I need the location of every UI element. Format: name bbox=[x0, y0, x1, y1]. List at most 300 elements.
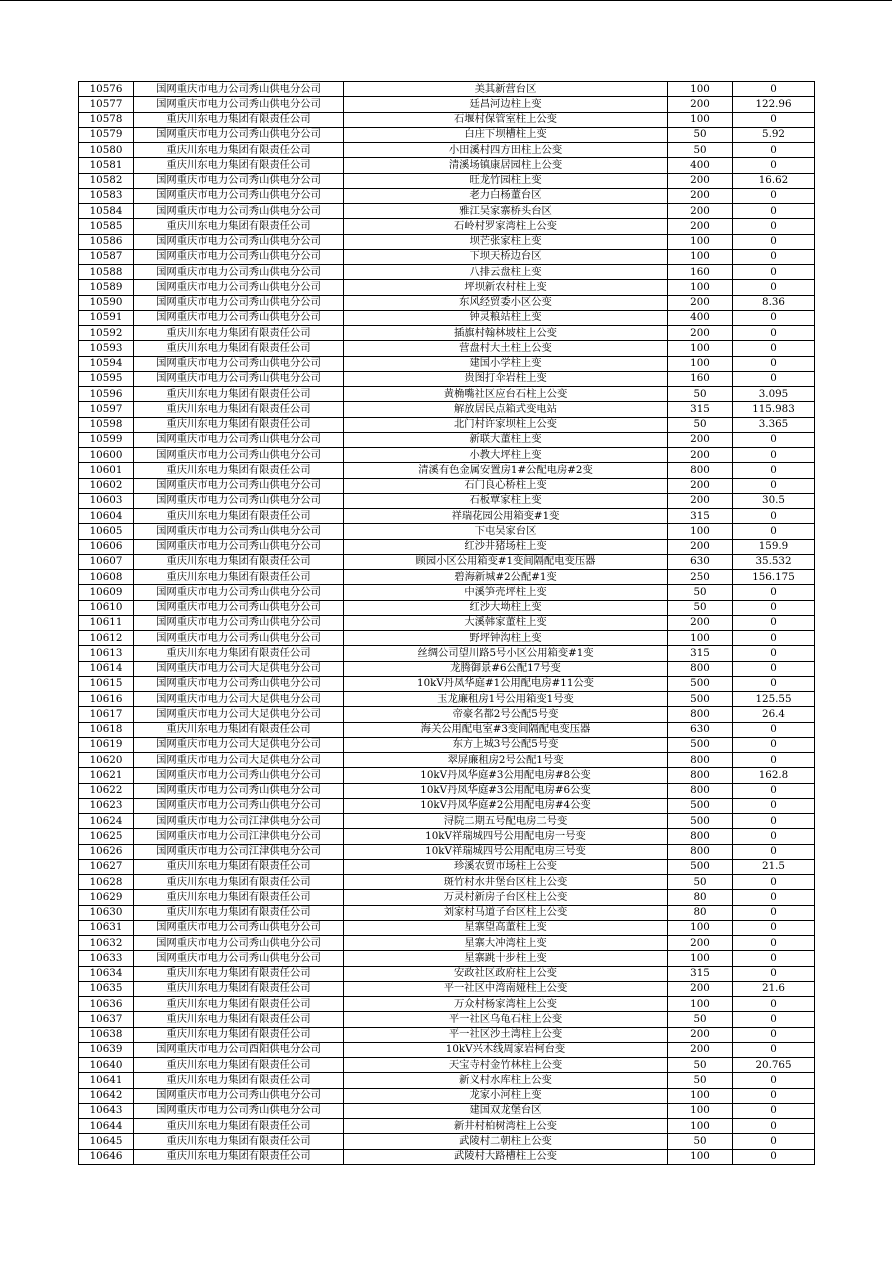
capacity-cell: 800 bbox=[668, 661, 733, 676]
value-cell: 162.8 bbox=[733, 768, 815, 783]
company-cell: 重庆川东电力集团有限责任公司 bbox=[134, 905, 344, 920]
company-cell: 国网重庆市电力公司大足供电分公司 bbox=[134, 692, 344, 707]
table-row bbox=[79, 1042, 815, 1057]
station-name-cell: 星寨望高董柱上变 bbox=[344, 920, 668, 935]
row-id-cell: 10621 bbox=[79, 768, 134, 783]
station-name-cell: 小田溪村四方田柱上公变 bbox=[344, 143, 668, 158]
capacity-cell: 800 bbox=[668, 707, 733, 722]
value-cell: 0 bbox=[733, 951, 815, 966]
capacity-cell: 80 bbox=[668, 905, 733, 920]
capacity-cell: 100 bbox=[668, 341, 733, 356]
table-row bbox=[79, 646, 815, 661]
station-name-cell: 旺龙竹园柱上变 bbox=[344, 173, 668, 188]
table-row bbox=[79, 219, 815, 234]
value-cell: 122.96 bbox=[733, 97, 815, 112]
row-id-cell: 10586 bbox=[79, 234, 134, 249]
table-row bbox=[79, 280, 815, 295]
company-cell: 重庆川东电力集团有限责任公司 bbox=[134, 1149, 344, 1164]
row-id-cell: 10594 bbox=[79, 356, 134, 371]
row-id-cell: 10625 bbox=[79, 829, 134, 844]
capacity-cell: 200 bbox=[668, 1042, 733, 1057]
row-id-cell: 10603 bbox=[79, 493, 134, 508]
company-cell: 重庆川东电力集团有限责任公司 bbox=[134, 387, 344, 402]
table-row bbox=[79, 875, 815, 890]
company-cell: 重庆川东电力集团有限责任公司 bbox=[134, 875, 344, 890]
company-cell: 国网重庆市电力公司秀山供电分公司 bbox=[134, 539, 344, 554]
value-cell: 20.765 bbox=[733, 1058, 815, 1073]
station-name-cell: 10kV丹凤华庭#3公用配电房#6公变 bbox=[344, 783, 668, 798]
row-id-cell: 10640 bbox=[79, 1058, 134, 1073]
row-id-cell: 10639 bbox=[79, 1042, 134, 1057]
table-row bbox=[79, 707, 815, 722]
station-name-cell: 10kV丹凤华庭#1公用配电房#11公变 bbox=[344, 676, 668, 691]
table-row bbox=[79, 432, 815, 447]
value-cell: 0 bbox=[733, 844, 815, 859]
capacity-cell: 100 bbox=[668, 1088, 733, 1103]
capacity-cell: 630 bbox=[668, 722, 733, 737]
row-id-cell: 10599 bbox=[79, 432, 134, 447]
company-cell: 重庆川东电力集团有限责任公司 bbox=[134, 463, 344, 478]
value-cell: 0 bbox=[733, 814, 815, 829]
station-name-cell: 雅江吴家寨桥头台区 bbox=[344, 204, 668, 219]
table-row bbox=[79, 1012, 815, 1027]
row-id-cell: 10632 bbox=[79, 936, 134, 951]
table-row bbox=[79, 1119, 815, 1134]
table-row bbox=[79, 234, 815, 249]
station-name-cell: 美其新营台区 bbox=[344, 82, 668, 97]
station-name-cell: 黄桷嘴社区应台石柱上公变 bbox=[344, 387, 668, 402]
table-row bbox=[79, 341, 815, 356]
value-cell: 0 bbox=[733, 875, 815, 890]
table-row bbox=[79, 570, 815, 585]
value-cell: 0 bbox=[733, 1088, 815, 1103]
table-row bbox=[79, 402, 815, 417]
company-cell: 重庆川东电力集团有限责任公司 bbox=[134, 859, 344, 874]
capacity-cell: 630 bbox=[668, 554, 733, 569]
value-cell: 0 bbox=[733, 326, 815, 341]
row-id-cell: 10579 bbox=[79, 127, 134, 142]
station-name-cell: 武陵村大路槽柱上公变 bbox=[344, 1149, 668, 1164]
row-id-cell: 10645 bbox=[79, 1134, 134, 1149]
row-id-cell: 10622 bbox=[79, 783, 134, 798]
station-name-cell: 丝绸公司望川路5号小区公用箱变#1变 bbox=[344, 646, 668, 661]
station-name-cell: 下屯吴家台区 bbox=[344, 524, 668, 539]
station-name-cell: 安政社区政府柱上公变 bbox=[344, 966, 668, 981]
table-row bbox=[79, 783, 815, 798]
capacity-cell: 160 bbox=[668, 371, 733, 386]
company-cell: 重庆川东电力集团有限责任公司 bbox=[134, 1058, 344, 1073]
station-name-cell: 营盘村大土柱上公变 bbox=[344, 341, 668, 356]
table-row bbox=[79, 920, 815, 935]
capacity-cell: 100 bbox=[668, 997, 733, 1012]
capacity-cell: 50 bbox=[668, 387, 733, 402]
table-row bbox=[79, 112, 815, 127]
station-name-cell: 下坝天桥边台区 bbox=[344, 249, 668, 264]
station-name-cell: 东风经贸委小区公变 bbox=[344, 295, 668, 310]
station-name-cell: 白庄下坝槽柱上变 bbox=[344, 127, 668, 142]
row-id-cell: 10590 bbox=[79, 295, 134, 310]
row-id-cell: 10644 bbox=[79, 1119, 134, 1134]
row-id-cell: 10597 bbox=[79, 402, 134, 417]
top-border-line bbox=[0, 0, 892, 1]
table-row bbox=[79, 295, 815, 310]
row-id-cell: 10619 bbox=[79, 737, 134, 752]
value-cell: 0 bbox=[733, 783, 815, 798]
table-row bbox=[79, 554, 815, 569]
value-cell: 8.36 bbox=[733, 295, 815, 310]
table-row bbox=[79, 265, 815, 280]
capacity-cell: 200 bbox=[668, 295, 733, 310]
table-row bbox=[79, 371, 815, 386]
row-id-cell: 10585 bbox=[79, 219, 134, 234]
table-body bbox=[79, 82, 815, 1165]
row-id-cell: 10601 bbox=[79, 463, 134, 478]
capacity-cell: 50 bbox=[668, 143, 733, 158]
value-cell: 0 bbox=[733, 600, 815, 615]
capacity-cell: 250 bbox=[668, 570, 733, 585]
capacity-cell: 800 bbox=[668, 463, 733, 478]
table-row bbox=[79, 82, 815, 97]
station-name-cell: 龙家小河柱上变 bbox=[344, 1088, 668, 1103]
table-row bbox=[79, 1134, 815, 1149]
station-name-cell: 斑竹村水井堡台区柱上公变 bbox=[344, 875, 668, 890]
capacity-cell: 400 bbox=[668, 158, 733, 173]
station-name-cell: 龙腾御景#6公配17号变 bbox=[344, 661, 668, 676]
value-cell: 0 bbox=[733, 920, 815, 935]
table-row bbox=[79, 585, 815, 600]
station-name-cell: 红沙井猪场柱上变 bbox=[344, 539, 668, 554]
table-row bbox=[79, 600, 815, 615]
company-cell: 国网重庆市电力公司秀山供电分公司 bbox=[134, 585, 344, 600]
company-cell: 国网重庆市电力公司江津供电分公司 bbox=[134, 829, 344, 844]
table-row bbox=[79, 1027, 815, 1042]
station-name-cell: 10kV丹凤华庭#3公用配电房#8公变 bbox=[344, 768, 668, 783]
station-name-cell: 10kV祥瑞城四号公用配电房一号变 bbox=[344, 829, 668, 844]
station-name-cell: 10kV兴木线周家岩柯台变 bbox=[344, 1042, 668, 1057]
value-cell: 0 bbox=[733, 966, 815, 981]
row-id-cell: 10635 bbox=[79, 981, 134, 996]
value-cell: 16.62 bbox=[733, 173, 815, 188]
value-cell: 0 bbox=[733, 310, 815, 325]
value-cell: 0 bbox=[733, 585, 815, 600]
row-id-cell: 10613 bbox=[79, 646, 134, 661]
capacity-cell: 200 bbox=[668, 981, 733, 996]
table-row bbox=[79, 661, 815, 676]
station-name-cell: 天宝寺村金竹林柱上公变 bbox=[344, 1058, 668, 1073]
value-cell: 0 bbox=[733, 112, 815, 127]
table-row bbox=[79, 798, 815, 813]
row-id-cell: 10631 bbox=[79, 920, 134, 935]
station-name-cell: 老力白杨董台区 bbox=[344, 188, 668, 203]
table-row bbox=[79, 1058, 815, 1073]
row-id-cell: 10612 bbox=[79, 631, 134, 646]
capacity-cell: 500 bbox=[668, 692, 733, 707]
value-cell: 0 bbox=[733, 524, 815, 539]
capacity-cell: 500 bbox=[668, 676, 733, 691]
value-cell: 156.175 bbox=[733, 570, 815, 585]
capacity-cell: 200 bbox=[668, 1027, 733, 1042]
station-name-cell: 廷昌河边柱上变 bbox=[344, 97, 668, 112]
table-row bbox=[79, 844, 815, 859]
capacity-cell: 50 bbox=[668, 1012, 733, 1027]
row-id-cell: 10578 bbox=[79, 112, 134, 127]
company-cell: 国网重庆市电力公司秀山供电分公司 bbox=[134, 448, 344, 463]
capacity-cell: 50 bbox=[668, 1058, 733, 1073]
value-cell: 0 bbox=[733, 448, 815, 463]
company-cell: 国网重庆市电力公司秀山供电分公司 bbox=[134, 280, 344, 295]
row-id-cell: 10630 bbox=[79, 905, 134, 920]
station-name-cell: 平一社区乌龟石柱上公变 bbox=[344, 1012, 668, 1027]
table-row bbox=[79, 753, 815, 768]
capacity-cell: 100 bbox=[668, 524, 733, 539]
station-name-cell: 石板覃家柱上变 bbox=[344, 493, 668, 508]
company-cell: 重庆川东电力集团有限责任公司 bbox=[134, 326, 344, 341]
capacity-cell: 100 bbox=[668, 249, 733, 264]
row-id-cell: 10638 bbox=[79, 1027, 134, 1042]
value-cell: 0 bbox=[733, 265, 815, 280]
row-id-cell: 10591 bbox=[79, 310, 134, 325]
company-cell: 国网重庆市电力公司江津供电分公司 bbox=[134, 814, 344, 829]
capacity-cell: 400 bbox=[668, 310, 733, 325]
table-row bbox=[79, 829, 815, 844]
table-row bbox=[79, 188, 815, 203]
row-id-cell: 10620 bbox=[79, 753, 134, 768]
capacity-cell: 800 bbox=[668, 753, 733, 768]
row-id-cell: 10584 bbox=[79, 204, 134, 219]
row-id-cell: 10600 bbox=[79, 448, 134, 463]
capacity-cell: 80 bbox=[668, 890, 733, 905]
capacity-cell: 100 bbox=[668, 234, 733, 249]
table-row bbox=[79, 981, 815, 996]
table-row bbox=[79, 524, 815, 539]
station-name-cell: 钟灵粮站柱上变 bbox=[344, 310, 668, 325]
row-id-cell: 10646 bbox=[79, 1149, 134, 1164]
capacity-cell: 200 bbox=[668, 188, 733, 203]
company-cell: 重庆川东电力集团有限责任公司 bbox=[134, 554, 344, 569]
value-cell: 30.5 bbox=[733, 493, 815, 508]
row-id-cell: 10604 bbox=[79, 509, 134, 524]
capacity-cell: 50 bbox=[668, 600, 733, 615]
row-id-cell: 10618 bbox=[79, 722, 134, 737]
value-cell: 3.365 bbox=[733, 417, 815, 432]
station-name-cell: 浔院二期五号配电房二号变 bbox=[344, 814, 668, 829]
station-name-cell: 海关公用配电室#3变间隔配电变压器 bbox=[344, 722, 668, 737]
company-cell: 国网重庆市电力公司秀山供电分公司 bbox=[134, 798, 344, 813]
value-cell: 0 bbox=[733, 737, 815, 752]
company-cell: 国网重庆市电力公司秀山供电分公司 bbox=[134, 97, 344, 112]
value-cell: 0 bbox=[733, 753, 815, 768]
capacity-cell: 50 bbox=[668, 585, 733, 600]
row-id-cell: 10576 bbox=[79, 82, 134, 97]
station-name-cell: 刘家村马道子台区柱上公变 bbox=[344, 905, 668, 920]
table-row bbox=[79, 539, 815, 554]
company-cell: 重庆川东电力集团有限责任公司 bbox=[134, 570, 344, 585]
capacity-cell: 200 bbox=[668, 448, 733, 463]
company-cell: 重庆川东电力集团有限责任公司 bbox=[134, 1119, 344, 1134]
table-row bbox=[79, 859, 815, 874]
value-cell: 21.6 bbox=[733, 981, 815, 996]
row-id-cell: 10624 bbox=[79, 814, 134, 829]
row-id-cell: 10643 bbox=[79, 1103, 134, 1118]
company-cell: 重庆川东电力集团有限责任公司 bbox=[134, 722, 344, 737]
capacity-cell: 200 bbox=[668, 539, 733, 554]
station-name-cell: 东方上城3号公配5号变 bbox=[344, 737, 668, 752]
value-cell: 0 bbox=[733, 1149, 815, 1164]
row-id-cell: 10606 bbox=[79, 539, 134, 554]
value-cell: 0 bbox=[733, 1103, 815, 1118]
station-name-cell: 武陵村二朝柱上公变 bbox=[344, 1134, 668, 1149]
company-cell: 重庆川东电力集团有限责任公司 bbox=[134, 1134, 344, 1149]
table-row bbox=[79, 493, 815, 508]
value-cell: 115.983 bbox=[733, 402, 815, 417]
station-name-cell: 野坪钟沟柱上变 bbox=[344, 631, 668, 646]
value-cell: 0 bbox=[733, 1119, 815, 1134]
company-cell: 国网重庆市电力公司秀山供电分公司 bbox=[134, 783, 344, 798]
company-cell: 国网重庆市电力公司秀山供电分公司 bbox=[134, 265, 344, 280]
company-cell: 国网重庆市电力公司秀山供电分公司 bbox=[134, 478, 344, 493]
capacity-cell: 200 bbox=[668, 326, 733, 341]
capacity-cell: 200 bbox=[668, 493, 733, 508]
row-id-cell: 10627 bbox=[79, 859, 134, 874]
row-id-cell: 10609 bbox=[79, 585, 134, 600]
capacity-cell: 500 bbox=[668, 859, 733, 874]
capacity-cell: 100 bbox=[668, 631, 733, 646]
row-id-cell: 10633 bbox=[79, 951, 134, 966]
capacity-cell: 315 bbox=[668, 402, 733, 417]
station-name-cell: 红沙大坳柱上变 bbox=[344, 600, 668, 615]
value-cell: 0 bbox=[733, 890, 815, 905]
value-cell: 0 bbox=[733, 356, 815, 371]
row-id-cell: 10637 bbox=[79, 1012, 134, 1027]
row-id-cell: 10583 bbox=[79, 188, 134, 203]
station-name-cell: 平一社区中湾南娅柱上公变 bbox=[344, 981, 668, 996]
capacity-cell: 100 bbox=[668, 1149, 733, 1164]
company-cell: 国网重庆市电力公司秀山供电分公司 bbox=[134, 615, 344, 630]
row-id-cell: 10642 bbox=[79, 1088, 134, 1103]
capacity-cell: 500 bbox=[668, 814, 733, 829]
station-name-cell: 贵图打伞岩柱上变 bbox=[344, 371, 668, 386]
station-name-cell: 清溪场镇康居园柱上公变 bbox=[344, 158, 668, 173]
table-row bbox=[79, 768, 815, 783]
table-row bbox=[79, 814, 815, 829]
row-id-cell: 10587 bbox=[79, 249, 134, 264]
company-cell: 国网重庆市电力公司酉阳供电分公司 bbox=[134, 1042, 344, 1057]
station-name-cell: 新义村水库柱上公变 bbox=[344, 1073, 668, 1088]
table-row bbox=[79, 127, 815, 142]
value-cell: 0 bbox=[733, 661, 815, 676]
company-cell: 重庆川东电力集团有限责任公司 bbox=[134, 341, 344, 356]
capacity-cell: 315 bbox=[668, 966, 733, 981]
capacity-cell: 500 bbox=[668, 798, 733, 813]
company-cell: 重庆川东电力集团有限责任公司 bbox=[134, 219, 344, 234]
station-name-cell: 建国小学柱上变 bbox=[344, 356, 668, 371]
table-row bbox=[79, 631, 815, 646]
row-id-cell: 10598 bbox=[79, 417, 134, 432]
table-row bbox=[79, 509, 815, 524]
row-id-cell: 10610 bbox=[79, 600, 134, 615]
company-cell: 重庆川东电力集团有限责任公司 bbox=[134, 112, 344, 127]
table-row bbox=[79, 417, 815, 432]
value-cell: 125.55 bbox=[733, 692, 815, 707]
table-row bbox=[79, 737, 815, 752]
company-cell: 国网重庆市电力公司大足供电分公司 bbox=[134, 753, 344, 768]
value-cell: 0 bbox=[733, 997, 815, 1012]
company-cell: 国网重庆市电力公司秀山供电分公司 bbox=[134, 173, 344, 188]
row-id-cell: 10623 bbox=[79, 798, 134, 813]
value-cell: 0 bbox=[733, 631, 815, 646]
capacity-cell: 50 bbox=[668, 1134, 733, 1149]
capacity-cell: 50 bbox=[668, 417, 733, 432]
transformer-table bbox=[78, 81, 815, 1165]
company-cell: 国网重庆市电力公司秀山供电分公司 bbox=[134, 371, 344, 386]
table-row bbox=[79, 249, 815, 264]
table-row bbox=[79, 387, 815, 402]
row-id-cell: 10641 bbox=[79, 1073, 134, 1088]
company-cell: 重庆川东电力集团有限责任公司 bbox=[134, 1012, 344, 1027]
capacity-cell: 100 bbox=[668, 920, 733, 935]
capacity-cell: 800 bbox=[668, 829, 733, 844]
station-name-cell: 小教大坪柱上变 bbox=[344, 448, 668, 463]
capacity-cell: 200 bbox=[668, 204, 733, 219]
table-row bbox=[79, 722, 815, 737]
capacity-cell: 50 bbox=[668, 127, 733, 142]
value-cell: 0 bbox=[733, 829, 815, 844]
row-id-cell: 10607 bbox=[79, 554, 134, 569]
value-cell: 0 bbox=[733, 341, 815, 356]
value-cell: 0 bbox=[733, 722, 815, 737]
capacity-cell: 100 bbox=[668, 951, 733, 966]
row-id-cell: 10592 bbox=[79, 326, 134, 341]
row-id-cell: 10588 bbox=[79, 265, 134, 280]
value-cell: 0 bbox=[733, 1134, 815, 1149]
station-name-cell: 八排云盘柱上变 bbox=[344, 265, 668, 280]
company-cell: 国网重庆市电力公司秀山供电分公司 bbox=[134, 600, 344, 615]
row-id-cell: 10605 bbox=[79, 524, 134, 539]
table-row bbox=[79, 615, 815, 630]
value-cell: 35.532 bbox=[733, 554, 815, 569]
value-cell: 0 bbox=[733, 143, 815, 158]
table-row bbox=[79, 692, 815, 707]
station-name-cell: 石岭村罗家湾柱上公变 bbox=[344, 219, 668, 234]
value-cell: 0 bbox=[733, 509, 815, 524]
capacity-cell: 50 bbox=[668, 1073, 733, 1088]
company-cell: 重庆川东电力集团有限责任公司 bbox=[134, 402, 344, 417]
row-id-cell: 10582 bbox=[79, 173, 134, 188]
value-cell: 0 bbox=[733, 188, 815, 203]
value-cell: 0 bbox=[733, 1027, 815, 1042]
capacity-cell: 100 bbox=[668, 1119, 733, 1134]
company-cell: 重庆川东电力集团有限责任公司 bbox=[134, 509, 344, 524]
company-cell: 国网重庆市电力公司秀山供电分公司 bbox=[134, 356, 344, 371]
row-id-cell: 10581 bbox=[79, 158, 134, 173]
company-cell: 国网重庆市电力公司大足供电分公司 bbox=[134, 737, 344, 752]
table-row bbox=[79, 478, 815, 493]
value-cell: 0 bbox=[733, 432, 815, 447]
company-cell: 重庆川东电力集团有限责任公司 bbox=[134, 1027, 344, 1042]
row-id-cell: 10596 bbox=[79, 387, 134, 402]
capacity-cell: 200 bbox=[668, 173, 733, 188]
capacity-cell: 100 bbox=[668, 112, 733, 127]
capacity-cell: 800 bbox=[668, 783, 733, 798]
capacity-cell: 200 bbox=[668, 219, 733, 234]
row-id-cell: 10577 bbox=[79, 97, 134, 112]
station-name-cell: 大溪韩家董柱上变 bbox=[344, 615, 668, 630]
row-id-cell: 10634 bbox=[79, 966, 134, 981]
station-name-cell: 珍溪农贸市场柱上公变 bbox=[344, 859, 668, 874]
station-name-cell: 玉龙廉租房1号公用箱变1号变 bbox=[344, 692, 668, 707]
company-cell: 国网重庆市电力公司秀山供电分公司 bbox=[134, 524, 344, 539]
capacity-cell: 800 bbox=[668, 844, 733, 859]
